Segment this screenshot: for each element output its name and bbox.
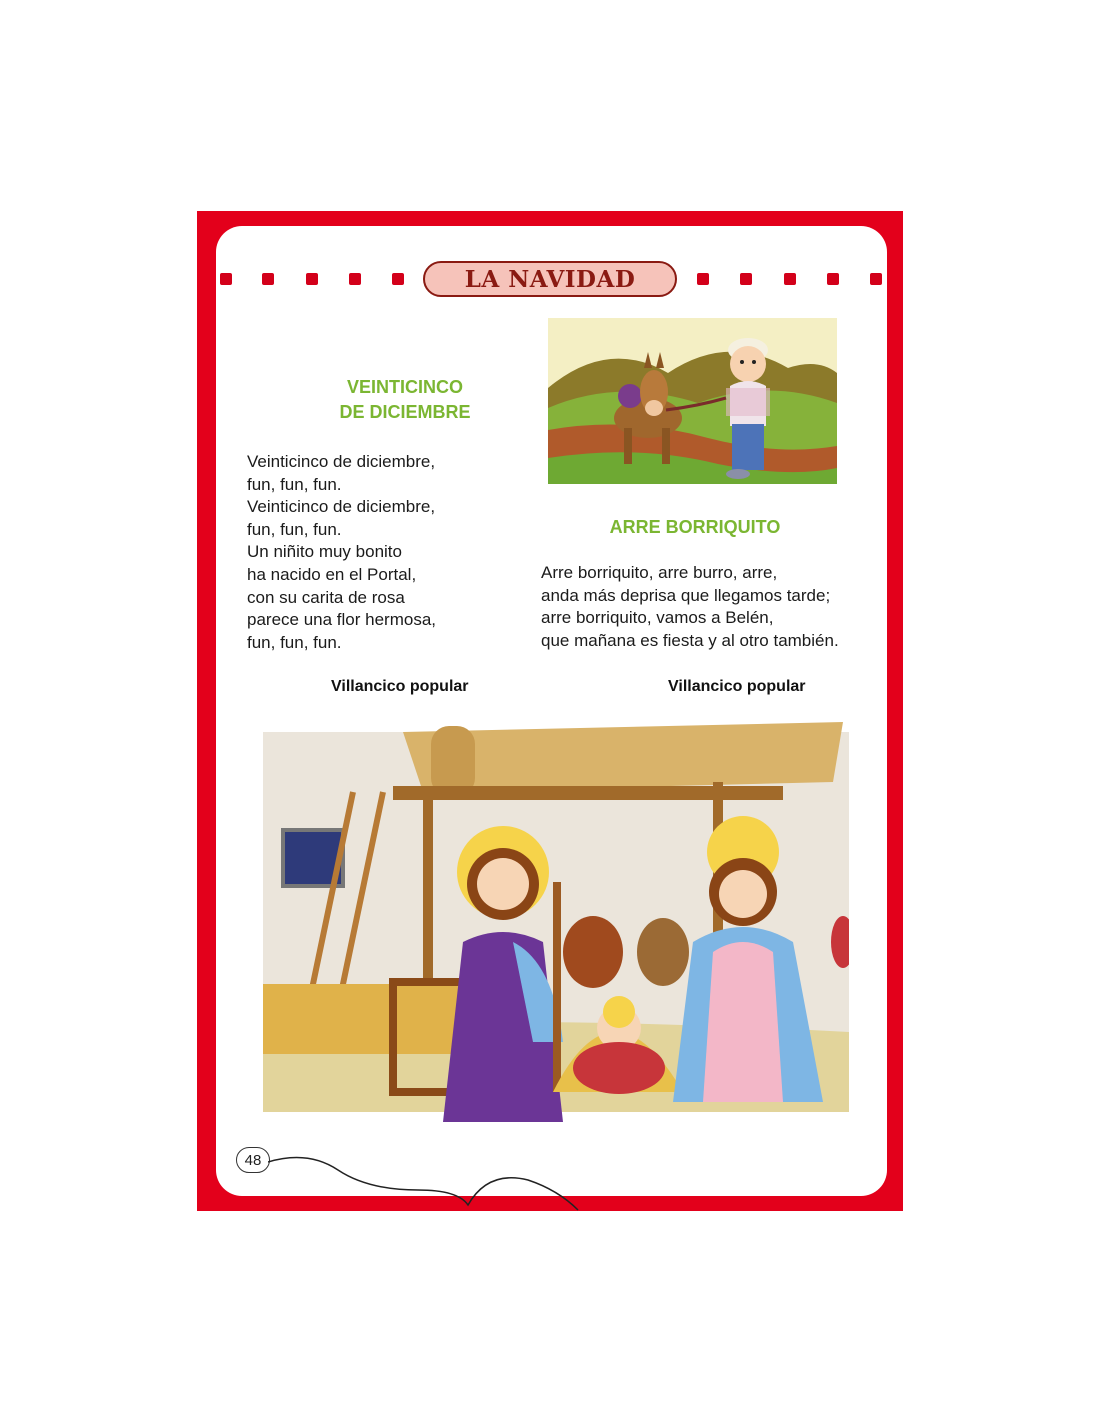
lyric-line: fun, fun, fun. [247, 632, 342, 652]
page-number-text: 48 [244, 1151, 262, 1169]
song-title-veinticinco [290, 375, 520, 425]
page-number [236, 1147, 270, 1173]
song-lyrics-arre-borriquito [541, 562, 839, 652]
lyric-line: Veinticinco de diciembre, [247, 497, 436, 517]
lyric-line: ha nacido en el Portal, [247, 564, 417, 584]
nativity-scene-illustration [263, 712, 849, 1140]
lyric-line: anda más deprisa que llegamos tarde; [541, 585, 831, 605]
lyric-line: fun, fun, fun. [247, 519, 342, 539]
lyric-line: Veinticinco de diciembre, [247, 452, 436, 471]
lyric-line: que mañana es fiesta y al otro también. [541, 630, 839, 650]
song-credit: Villancico popular [331, 678, 469, 695]
song-title-line: VEINTICINCO [346, 377, 463, 397]
lyric-line: con su carita de rosa [247, 587, 405, 607]
song-title-arre-borriquito [570, 515, 820, 540]
song-title-line: DE DICIEMBRE [339, 402, 471, 422]
lyric-line: arre borriquito, vamos a Belén, [541, 608, 774, 628]
lyric-line: Un niñito muy bonito [247, 542, 402, 562]
page-title: LA NAVIDAD [464, 265, 636, 293]
lyric-line: fun, fun, fun. [247, 474, 342, 494]
song-credit: Villancico popular [668, 678, 806, 695]
boy-leading-donkey-illustration [548, 318, 837, 484]
song-title-line: ARRE BORRIQUITO [609, 517, 781, 537]
lyric-line: parece una flor hermosa, [247, 610, 436, 630]
song-lyrics-veinticinco [247, 451, 436, 654]
page-title-banner [423, 261, 677, 297]
lyric-line: Arre borriquito, arre burro, arre, [541, 563, 778, 582]
mouse-cable-decoration [268, 1150, 588, 1220]
